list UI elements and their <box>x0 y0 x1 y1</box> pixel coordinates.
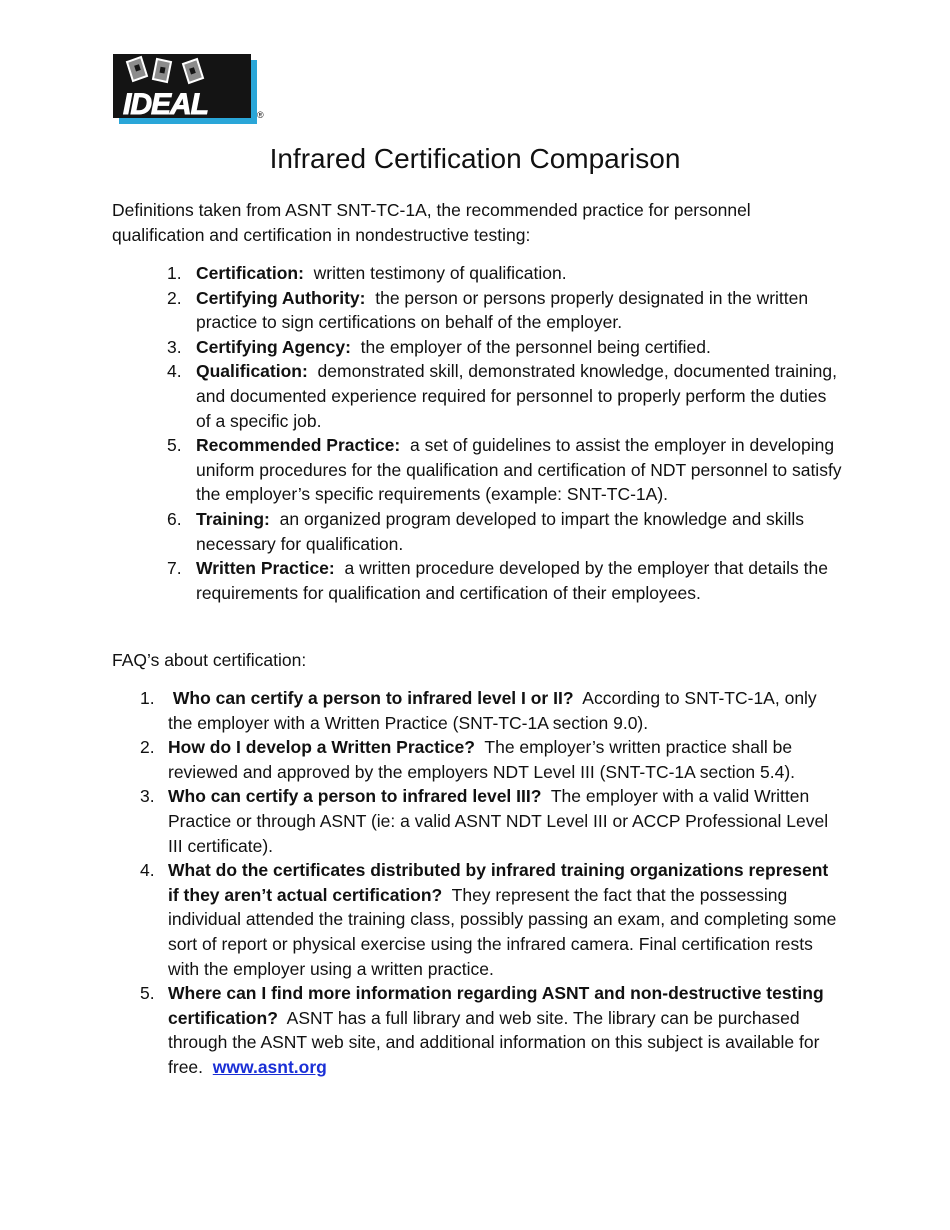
faq-answer: ASNT has a full library and web site. The library can be purchased through the ASNT web site, and additional information on this subject is available for free. <box>168 1007 820 1077</box>
svg-text:IDEAL: IDEAL <box>123 88 208 121</box>
definition-term: Certifying Authority: <box>196 287 366 308</box>
faq-question: What do the certificates distributed by infrared training organizations represent if they aren’t actual certification? <box>168 860 829 905</box>
asnt-link[interactable]: www.asnt.org <box>212 1056 327 1077</box>
list-number: 6. <box>167 508 182 529</box>
page-title: Infrared Certification Comparison <box>269 143 681 174</box>
list-number: 3. <box>167 336 182 357</box>
faq-question: Where can I find more information regarding ASNT and non-destructive testing certification? <box>168 983 824 1028</box>
list-number: 1. <box>140 688 155 708</box>
definition-term: Written Practice: <box>196 558 335 579</box>
definition-item <box>165 433 845 507</box>
faq-answer: According to SNT-TC-1A, only the employer with a Written Practice (SNT-TC-1A section 9.0). <box>168 688 817 733</box>
definition-term: Recommended Practice: <box>196 435 401 456</box>
list-number: 4. <box>140 860 155 881</box>
ideal-logo <box>113 54 268 126</box>
faq-question: Who can certify a person to infrared level III? <box>168 786 542 807</box>
faq-answer: They represent the fact that the possessing individual attended the training class, possibly passing an exam, and completing some sort of report or physical exercise using the infrared camera. Final certification rests with the employer using a written practice. <box>168 884 837 979</box>
list-number: 1. <box>167 263 182 283</box>
list-number: 4. <box>167 361 182 382</box>
list-number: 2. <box>167 287 182 308</box>
definition-text: the person or persons properly designated in the written practice to sign certifications on behalf of the employer. <box>196 287 809 333</box>
definition-text: demonstrated skill, demonstrated knowledge, documented training, and documented experience required for personnel to properly perform the duties of a specific job. <box>196 361 838 431</box>
definitions-list <box>165 261 845 605</box>
ideal-logo-graphic <box>113 54 268 126</box>
faq-question: How do I develop a Written Practice? <box>168 737 475 758</box>
definition-item <box>165 507 845 556</box>
definition-item <box>165 261 845 286</box>
definition-text: written testimony of qualification. <box>313 263 567 283</box>
definition-term: Certifying Agency: <box>196 336 351 357</box>
faq-question: Who can certify a person to infrared level I or II? <box>172 688 574 708</box>
definition-item <box>165 335 845 360</box>
definition-item <box>165 556 845 605</box>
definition-term: Training: <box>196 508 270 529</box>
definition-item <box>165 359 845 433</box>
definition-term: Certification: <box>196 263 304 283</box>
definition-text: the employer of the personnel being certified. <box>360 336 711 357</box>
definition-text: a written procedure developed by the employer that details the requirements for qualification and certification of their employees. <box>196 558 828 603</box>
list-number: 5. <box>140 983 155 1004</box>
definition-text: an organized program developed to impart the knowledge and skills necessary for qualification. <box>196 508 804 554</box>
faq-answer: The employer with a valid Written Practice or through ASNT (ie: a valid ASNT NDT Level III or ACCP Professional Level III certificate). <box>168 786 829 856</box>
faq-list <box>139 686 841 1080</box>
list-number: 7. <box>167 558 182 579</box>
faq-item <box>139 858 841 981</box>
list-number: 5. <box>167 435 182 456</box>
faq-item <box>139 981 841 1079</box>
definition-text: a set of guidelines to assist the employer in developing uniform procedures for the qualification and certification of NDT personnel to satisfy the employer’s specific requirements (example: SNT-TC-1A). <box>196 435 842 505</box>
definition-item <box>165 286 845 335</box>
faq-item <box>139 784 841 858</box>
faq-item <box>139 686 841 735</box>
list-number: 3. <box>140 786 155 807</box>
faq-answer: The employer’s written practice shall be reviewed and approved by the employers NDT Level III (SNT-TC-1A section 5.4). <box>168 737 796 782</box>
list-number: 2. <box>140 737 155 758</box>
faq-item <box>139 735 841 784</box>
faq-heading: FAQ’s about certification: <box>112 650 307 670</box>
definition-term: Qualification: <box>196 361 308 382</box>
registered-mark: ® <box>257 110 264 120</box>
intro-paragraph: Definitions taken from ASNT SNT-TC-1A, the recommended practice for personnel qualification and certification in nondestructive testing: <box>112 200 751 245</box>
